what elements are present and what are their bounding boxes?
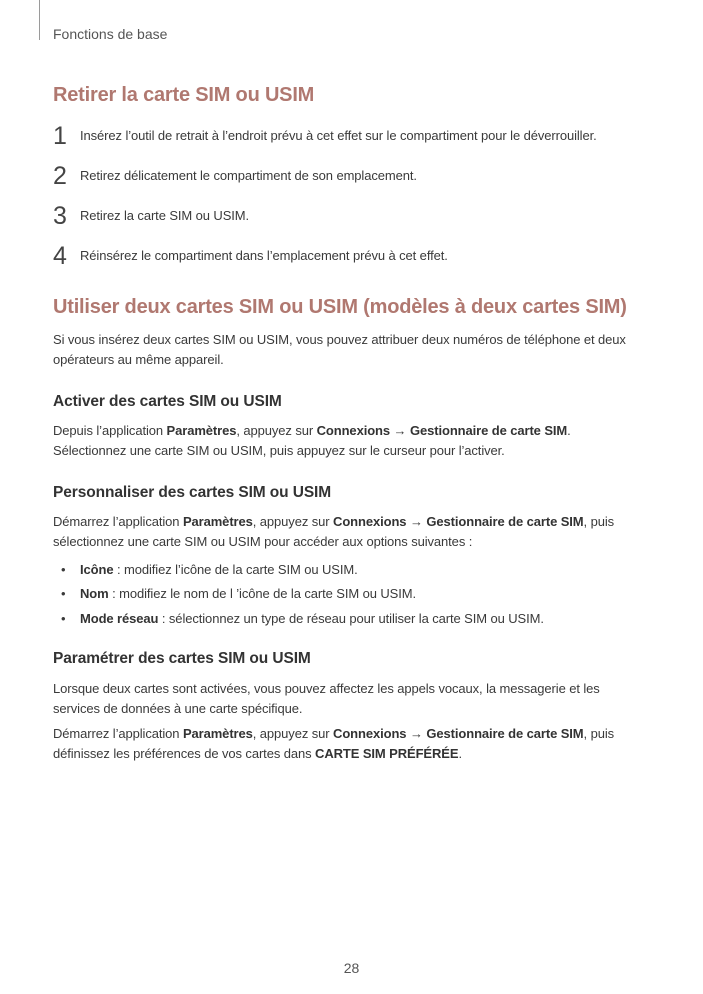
instruction-line: Sélectionnez une carte SIM ou USIM, puis appuyez sur le curseur pour l’activer.	[53, 443, 505, 458]
instruction-line: sélectionnez une carte SIM ou USIM pour accéder aux options suivantes :	[53, 534, 473, 549]
text: , appuyez sur	[252, 726, 334, 741]
instruction-line	[53, 421, 663, 441]
preferences-instructions	[53, 724, 663, 764]
text: Démarrez l’application	[53, 726, 183, 741]
arrow-icon: →	[406, 514, 427, 529]
step-text: Réinsérez le compartiment dans l’emplacement prévu à cet effet.	[80, 248, 448, 263]
customize-instructions	[53, 512, 663, 552]
menu-item: Gestionnaire de carte SIM	[426, 514, 584, 529]
step-1	[53, 123, 673, 149]
step-number: 2	[53, 162, 67, 190]
instruction-line	[53, 724, 663, 744]
step-2	[53, 163, 673, 189]
text: , appuyez sur	[252, 514, 334, 529]
step-number: 1	[53, 122, 67, 150]
subsection-title-customize: Personnaliser des cartes SIM ou USIM	[53, 484, 332, 501]
option-description: : sélectionnez un type de réseau pour utiliser la carte SIM ou USIM.	[158, 611, 544, 626]
bullet-icon: •	[61, 611, 66, 626]
arrow-icon: →	[406, 726, 427, 741]
app-name: Paramètres	[166, 423, 237, 438]
activate-instructions	[53, 421, 663, 461]
running-header: Fonctions de base	[53, 26, 168, 42]
text: définissez les préférences de vos cartes dans	[53, 746, 316, 761]
option-term: Nom	[80, 586, 109, 601]
bullet-icon: •	[61, 562, 66, 577]
step-number: 3	[53, 202, 67, 230]
step-text: Retirez délicatement le compartiment de son emplacement.	[80, 168, 417, 183]
option-description: : modifiez l’icône de la carte SIM ou USIM.	[113, 562, 358, 577]
step-4	[53, 243, 673, 269]
menu-item: Connexions	[333, 514, 407, 529]
paragraph-line: Lorsque deux cartes sont activées, vous pouvez affectez les appels vocaux, la messagerie et les	[53, 681, 600, 696]
option-term: Icône	[80, 562, 114, 577]
instruction-line	[53, 512, 663, 532]
page-number: 28	[343, 960, 360, 976]
setting-name: CARTE SIM PRÉFÉRÉE	[315, 746, 459, 761]
intro-line: opérateurs au même appareil.	[53, 352, 224, 367]
instruction-line	[53, 744, 663, 764]
header-divider	[39, 0, 40, 40]
text: Démarrez l’application	[53, 514, 183, 529]
text: , puis	[583, 514, 615, 529]
app-name: Paramètres	[182, 514, 253, 529]
intro-line: Si vous insérez deux cartes SIM ou USIM, vous pouvez attribuer deux numéros de téléphone et deux	[53, 332, 626, 347]
text: , appuyez sur	[236, 423, 317, 438]
menu-item: Gestionnaire de carte SIM	[426, 726, 584, 741]
step-number: 4	[53, 242, 67, 270]
menu-item: Connexions	[316, 423, 391, 438]
arrow-icon: →	[390, 423, 410, 438]
paragraph-line: services de données à une carte spécifique.	[53, 701, 303, 716]
bullet-item-network-mode	[61, 610, 661, 628]
subsection-title-activate: Activer des cartes SIM ou USIM	[53, 393, 282, 410]
text: , puis	[583, 726, 615, 741]
bullet-item-name	[61, 585, 661, 603]
section-title-remove-sim: Retirer la carte SIM ou USIM	[53, 84, 315, 106]
option-term: Mode réseau	[80, 611, 159, 626]
text: .	[567, 423, 571, 438]
step-3	[53, 203, 673, 229]
text: .	[458, 746, 462, 761]
preferences-intro	[53, 679, 663, 719]
bullet-item-icon	[61, 561, 661, 579]
app-name: Paramètres	[182, 726, 253, 741]
dual-sim-intro	[53, 330, 663, 370]
text: Depuis l’application	[53, 423, 167, 438]
option-description: : modifiez le nom de l ’icône de la carte SIM ou USIM.	[108, 586, 416, 601]
step-text: Retirez la carte SIM ou USIM.	[80, 208, 250, 223]
bullet-icon: •	[61, 586, 66, 601]
step-text: Insérez l’outil de retrait à l’endroit prévu à cet effet sur le compartiment pour le déverrouiller.	[80, 128, 597, 143]
subsection-title-preferences: Paramétrer des cartes SIM ou USIM	[53, 650, 311, 667]
menu-item: Gestionnaire de carte SIM	[409, 423, 568, 438]
menu-item: Connexions	[333, 726, 407, 741]
section-title-dual-sim: Utiliser deux cartes SIM ou USIM (modèles à deux cartes SIM)	[53, 296, 627, 318]
